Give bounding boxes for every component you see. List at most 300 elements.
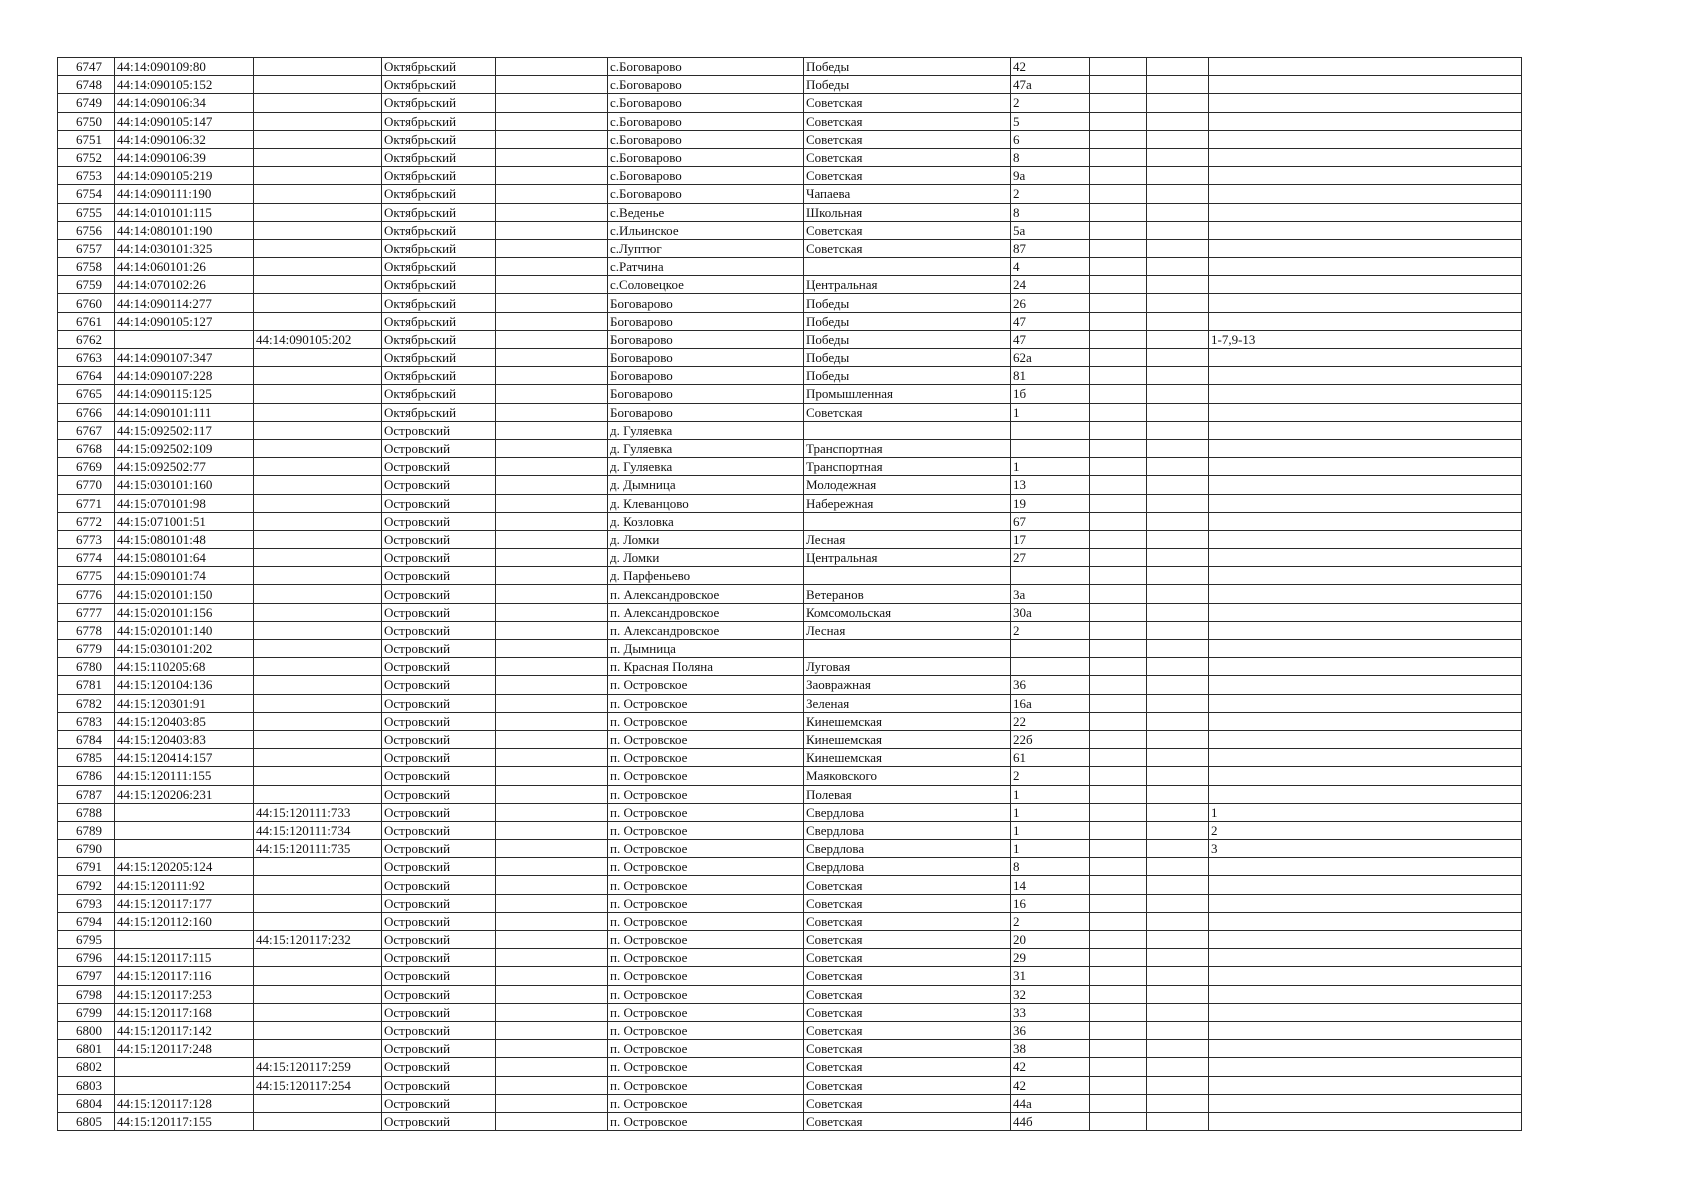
district-cell: Октябрьский [382, 330, 496, 348]
apartments-cell [1209, 530, 1522, 548]
district-cell: Октябрьский [382, 203, 496, 221]
street-cell: Свердлова [804, 803, 1011, 821]
house-number-cell [1011, 421, 1090, 439]
empty-cell [1090, 221, 1147, 239]
row-number-cell: 6792 [58, 876, 115, 894]
apartments-cell [1209, 1076, 1522, 1094]
empty-cell [1090, 258, 1147, 276]
house-number-cell: 1б [1011, 385, 1090, 403]
empty-cell [1090, 1076, 1147, 1094]
table-row [58, 94, 1522, 112]
empty-cell [1147, 185, 1209, 203]
cadastral-number-cell: 44:15:120111:92 [115, 876, 254, 894]
row-number-cell: 6769 [58, 458, 115, 476]
empty-cell [1090, 912, 1147, 930]
settlement-cell: п. Островское [608, 1112, 804, 1130]
empty-cell [1147, 112, 1209, 130]
building-cadastral-number-cell: 44:14:090105:202 [254, 330, 382, 348]
street-cell [804, 258, 1011, 276]
empty-cell [1090, 894, 1147, 912]
empty-cell [1090, 349, 1147, 367]
street-cell: Центральная [804, 276, 1011, 294]
table-row [58, 1003, 1522, 1021]
building-cadastral-number-cell [254, 1094, 382, 1112]
apartments-cell [1209, 167, 1522, 185]
settlement-cell: с.Ильинское [608, 221, 804, 239]
district-cell: Островский [382, 603, 496, 621]
cadastral-number-cell: 44:15:120117:142 [115, 1021, 254, 1039]
district-cell: Островский [382, 1003, 496, 1021]
row-number-cell: 6748 [58, 76, 115, 94]
building-cadastral-number-cell [254, 112, 382, 130]
district-cell: Октябрьский [382, 112, 496, 130]
house-number-cell: 1 [1011, 458, 1090, 476]
row-number-cell: 6760 [58, 294, 115, 312]
row-number-cell: 6784 [58, 730, 115, 748]
settlement-cell: п. Островское [608, 876, 804, 894]
house-number-cell: 42 [1011, 1076, 1090, 1094]
empty-cell [496, 1076, 608, 1094]
empty-cell [1147, 985, 1209, 1003]
street-cell: Зеленая [804, 694, 1011, 712]
cadastral-number-cell: 44:15:120117:248 [115, 1040, 254, 1058]
district-cell: Островский [382, 821, 496, 839]
cadastral-number-cell: 44:15:120414:157 [115, 749, 254, 767]
district-cell: Островский [382, 749, 496, 767]
row-number-cell: 6775 [58, 567, 115, 585]
empty-cell [496, 294, 608, 312]
table-row [58, 912, 1522, 930]
apartments-cell [1209, 549, 1522, 567]
row-number-cell: 6771 [58, 494, 115, 512]
street-cell: Победы [804, 294, 1011, 312]
apartments-cell [1209, 439, 1522, 457]
house-number-cell: 27 [1011, 549, 1090, 567]
apartments-cell [1209, 203, 1522, 221]
empty-cell [1147, 621, 1209, 639]
empty-cell [1147, 148, 1209, 166]
street-cell: Советская [804, 239, 1011, 257]
house-number-cell: 19 [1011, 494, 1090, 512]
empty-cell [496, 1040, 608, 1058]
apartments-cell [1209, 58, 1522, 76]
settlement-cell: д. Дымница [608, 476, 804, 494]
street-cell: Советская [804, 1003, 1011, 1021]
cadastral-number-cell: 44:14:090107:347 [115, 349, 254, 367]
street-cell: Комсомольская [804, 603, 1011, 621]
table-row [58, 967, 1522, 985]
street-cell: Чапаева [804, 185, 1011, 203]
empty-cell [1147, 549, 1209, 567]
apartments-cell [1209, 385, 1522, 403]
district-cell: Октябрьский [382, 349, 496, 367]
empty-cell [1147, 712, 1209, 730]
settlement-cell: с.Луптюг [608, 239, 804, 257]
district-cell: Островский [382, 567, 496, 585]
district-cell: Островский [382, 421, 496, 439]
apartments-cell [1209, 785, 1522, 803]
empty-cell [1090, 330, 1147, 348]
settlement-cell: д. Гуляевка [608, 421, 804, 439]
empty-cell [496, 1003, 608, 1021]
building-cadastral-number-cell [254, 912, 382, 930]
house-number-cell: 8 [1011, 858, 1090, 876]
settlement-cell: п. Островское [608, 967, 804, 985]
apartments-cell [1209, 767, 1522, 785]
apartments-cell [1209, 294, 1522, 312]
cadastral-number-cell: 44:14:090105:152 [115, 76, 254, 94]
street-cell: Свердлова [804, 840, 1011, 858]
street-cell: Победы [804, 349, 1011, 367]
cadastral-number-cell [115, 821, 254, 839]
apartments-cell [1209, 76, 1522, 94]
empty-cell [1147, 239, 1209, 257]
cadastral-number-cell [115, 330, 254, 348]
cadastral-number-cell: 44:14:090105:127 [115, 312, 254, 330]
house-number-cell: 16а [1011, 694, 1090, 712]
cadastral-number-cell: 44:14:090111:190 [115, 185, 254, 203]
empty-cell [1147, 803, 1209, 821]
building-cadastral-number-cell: 44:15:120111:733 [254, 803, 382, 821]
empty-cell [496, 876, 608, 894]
district-cell: Октябрьский [382, 385, 496, 403]
district-cell: Октябрьский [382, 167, 496, 185]
street-cell: Молодежная [804, 476, 1011, 494]
house-number-cell: 5 [1011, 112, 1090, 130]
table-row [58, 730, 1522, 748]
table-row [58, 603, 1522, 621]
table-row [58, 239, 1522, 257]
row-number-cell: 6799 [58, 1003, 115, 1021]
building-cadastral-number-cell [254, 585, 382, 603]
empty-cell [1147, 258, 1209, 276]
row-number-cell: 6796 [58, 949, 115, 967]
empty-cell [1147, 421, 1209, 439]
empty-cell [496, 239, 608, 257]
settlement-cell: п. Островское [608, 840, 804, 858]
district-cell: Октябрьский [382, 94, 496, 112]
cadastral-number-cell: 44:15:110205:68 [115, 658, 254, 676]
empty-cell [1147, 1058, 1209, 1076]
empty-cell [496, 949, 608, 967]
row-number-cell: 6766 [58, 403, 115, 421]
settlement-cell: п. Александровское [608, 603, 804, 621]
empty-cell [496, 367, 608, 385]
settlement-cell: д. Гуляевка [608, 439, 804, 457]
empty-cell [1147, 967, 1209, 985]
row-number-cell: 6802 [58, 1058, 115, 1076]
empty-cell [1090, 276, 1147, 294]
house-number-cell: 67 [1011, 512, 1090, 530]
house-number-cell: 8 [1011, 203, 1090, 221]
empty-cell [496, 258, 608, 276]
empty-cell [1090, 858, 1147, 876]
apartments-cell [1209, 621, 1522, 639]
building-cadastral-number-cell [254, 985, 382, 1003]
empty-cell [496, 894, 608, 912]
table-row [58, 185, 1522, 203]
apartments-cell [1209, 94, 1522, 112]
apartments-cell [1209, 567, 1522, 585]
building-cadastral-number-cell [254, 530, 382, 548]
table-row [58, 840, 1522, 858]
house-number-cell: 8 [1011, 148, 1090, 166]
table-row [58, 712, 1522, 730]
empty-cell [496, 458, 608, 476]
table-row [58, 512, 1522, 530]
empty-cell [496, 476, 608, 494]
apartments-cell [1209, 1112, 1522, 1130]
street-cell: Кинешемская [804, 730, 1011, 748]
house-number-cell: 62а [1011, 349, 1090, 367]
empty-cell [1147, 439, 1209, 457]
district-cell: Октябрьский [382, 58, 496, 76]
cadastral-number-cell: 44:15:120403:83 [115, 730, 254, 748]
table-row [58, 421, 1522, 439]
row-number-cell: 6759 [58, 276, 115, 294]
empty-cell [496, 840, 608, 858]
building-cadastral-number-cell [254, 749, 382, 767]
empty-cell [496, 730, 608, 748]
empty-cell [1147, 676, 1209, 694]
cadastral-number-cell: 44:15:070101:98 [115, 494, 254, 512]
empty-cell [1090, 621, 1147, 639]
settlement-cell: с.Боговарово [608, 167, 804, 185]
row-number-cell: 6768 [58, 439, 115, 457]
district-cell: Островский [382, 967, 496, 985]
district-cell: Островский [382, 530, 496, 548]
street-cell: Советская [804, 931, 1011, 949]
street-cell: Ветеранов [804, 585, 1011, 603]
building-cadastral-number-cell [254, 512, 382, 530]
table-row [58, 148, 1522, 166]
row-number-cell: 6790 [58, 840, 115, 858]
empty-cell [1147, 349, 1209, 367]
row-number-cell: 6801 [58, 1040, 115, 1058]
empty-cell [496, 931, 608, 949]
empty-cell [1090, 203, 1147, 221]
empty-cell [1147, 203, 1209, 221]
building-cadastral-number-cell [254, 858, 382, 876]
house-number-cell: 44а [1011, 1094, 1090, 1112]
building-cadastral-number-cell [254, 439, 382, 457]
empty-cell [1147, 1076, 1209, 1094]
table-row [58, 58, 1522, 76]
building-cadastral-number-cell [254, 76, 382, 94]
table-row [58, 258, 1522, 276]
cadastral-number-cell: 44:14:090106:34 [115, 94, 254, 112]
building-cadastral-number-cell [254, 403, 382, 421]
cadastral-number-cell: 44:15:120117:155 [115, 1112, 254, 1130]
settlement-cell: д. Парфеньево [608, 567, 804, 585]
empty-cell [1147, 840, 1209, 858]
house-number-cell: 9а [1011, 167, 1090, 185]
house-number-cell: 47а [1011, 76, 1090, 94]
cadastral-number-cell: 44:15:080101:48 [115, 530, 254, 548]
district-cell: Октябрьский [382, 258, 496, 276]
cadastral-number-cell: 44:15:080101:64 [115, 549, 254, 567]
building-cadastral-number-cell [254, 221, 382, 239]
settlement-cell: Боговарово [608, 349, 804, 367]
empty-cell [1090, 1058, 1147, 1076]
empty-cell [1090, 585, 1147, 603]
table-row [58, 767, 1522, 785]
row-number-cell: 6750 [58, 112, 115, 130]
cadastral-number-cell: 44:15:120117:177 [115, 894, 254, 912]
district-cell: Островский [382, 1058, 496, 1076]
table-row [58, 567, 1522, 585]
empty-cell [496, 1058, 608, 1076]
table-row [58, 494, 1522, 512]
district-cell: Островский [382, 931, 496, 949]
cadastral-number-cell: 44:15:120111:155 [115, 767, 254, 785]
empty-cell [1147, 367, 1209, 385]
building-cadastral-number-cell [254, 658, 382, 676]
settlement-cell: п. Островское [608, 767, 804, 785]
street-cell [804, 567, 1011, 585]
house-number-cell: 33 [1011, 1003, 1090, 1021]
settlement-cell: с.Боговарово [608, 76, 804, 94]
settlement-cell: с.Боговарово [608, 112, 804, 130]
apartments-cell [1209, 367, 1522, 385]
settlement-cell: п. Островское [608, 785, 804, 803]
empty-cell [1147, 1021, 1209, 1039]
apartments-cell [1209, 494, 1522, 512]
house-number-cell: 29 [1011, 949, 1090, 967]
building-cadastral-number-cell [254, 203, 382, 221]
empty-cell [1147, 767, 1209, 785]
house-number-cell: 17 [1011, 530, 1090, 548]
empty-cell [1090, 148, 1147, 166]
row-number-cell: 6755 [58, 203, 115, 221]
settlement-cell: с.Боговарово [608, 58, 804, 76]
cadastral-number-cell [115, 1058, 254, 1076]
street-cell: Свердлова [804, 821, 1011, 839]
house-number-cell [1011, 658, 1090, 676]
settlement-cell: Боговарово [608, 403, 804, 421]
table-row [58, 76, 1522, 94]
empty-cell [496, 803, 608, 821]
empty-cell [1147, 1003, 1209, 1021]
district-cell: Островский [382, 658, 496, 676]
settlement-cell: д. Ломки [608, 530, 804, 548]
empty-cell [496, 676, 608, 694]
street-cell: Советская [804, 403, 1011, 421]
house-number-cell: 16 [1011, 894, 1090, 912]
row-number-cell: 6764 [58, 367, 115, 385]
empty-cell [496, 530, 608, 548]
apartments-cell [1209, 148, 1522, 166]
row-number-cell: 6762 [58, 330, 115, 348]
empty-cell [1147, 567, 1209, 585]
district-cell: Островский [382, 640, 496, 658]
apartments-cell [1209, 1021, 1522, 1039]
cadastral-number-cell [115, 803, 254, 821]
settlement-cell: п. Островское [608, 730, 804, 748]
district-cell: Островский [382, 1094, 496, 1112]
cadastral-number-cell: 44:14:090105:219 [115, 167, 254, 185]
district-cell: Островский [382, 985, 496, 1003]
empty-cell [496, 403, 608, 421]
cadastral-number-cell [115, 1076, 254, 1094]
building-cadastral-number-cell [254, 730, 382, 748]
building-cadastral-number-cell [254, 949, 382, 967]
house-number-cell: 36 [1011, 1021, 1090, 1039]
empty-cell [1147, 458, 1209, 476]
house-number-cell: 42 [1011, 1058, 1090, 1076]
settlement-cell: п. Островское [608, 749, 804, 767]
cadastral-number-cell: 44:15:120205:124 [115, 858, 254, 876]
house-number-cell: 14 [1011, 876, 1090, 894]
cadastral-number-cell: 44:14:090115:125 [115, 385, 254, 403]
apartments-cell [1209, 658, 1522, 676]
district-cell: Октябрьский [382, 294, 496, 312]
row-number-cell: 6793 [58, 894, 115, 912]
district-cell: Островский [382, 549, 496, 567]
cadastral-number-cell: 44:15:030101:160 [115, 476, 254, 494]
empty-cell [1147, 385, 1209, 403]
empty-cell [496, 821, 608, 839]
building-cadastral-number-cell [254, 1112, 382, 1130]
settlement-cell: с.Боговарово [608, 148, 804, 166]
empty-cell [1090, 931, 1147, 949]
street-cell: Заовражная [804, 676, 1011, 694]
settlement-cell: п. Островское [608, 803, 804, 821]
apartments-cell [1209, 858, 1522, 876]
table-row [58, 931, 1522, 949]
settlement-cell: с.Боговарово [608, 130, 804, 148]
empty-cell [1090, 367, 1147, 385]
building-cadastral-number-cell: 44:15:120117:232 [254, 931, 382, 949]
empty-cell [1147, 931, 1209, 949]
street-cell: Советская [804, 949, 1011, 967]
settlement-cell: п. Островское [608, 1021, 804, 1039]
row-number-cell: 6753 [58, 167, 115, 185]
street-cell: Набережная [804, 494, 1011, 512]
row-number-cell: 6779 [58, 640, 115, 658]
house-number-cell: 30а [1011, 603, 1090, 621]
district-cell: Островский [382, 712, 496, 730]
settlement-cell: с.Ратчина [608, 258, 804, 276]
street-cell: Победы [804, 58, 1011, 76]
empty-cell [496, 712, 608, 730]
empty-cell [1147, 276, 1209, 294]
empty-cell [1090, 76, 1147, 94]
empty-cell [1090, 1112, 1147, 1130]
settlement-cell: д. Ломки [608, 549, 804, 567]
table-row [58, 1040, 1522, 1058]
street-cell: Свердлова [804, 858, 1011, 876]
building-cadastral-number-cell [254, 767, 382, 785]
empty-cell [496, 221, 608, 239]
empty-cell [1090, 676, 1147, 694]
building-cadastral-number-cell: 44:15:120111:735 [254, 840, 382, 858]
settlement-cell: п. Островское [608, 894, 804, 912]
empty-cell [496, 967, 608, 985]
empty-cell [1090, 803, 1147, 821]
empty-cell [496, 312, 608, 330]
empty-cell [496, 985, 608, 1003]
apartments-cell [1209, 403, 1522, 421]
empty-cell [496, 1112, 608, 1130]
table-row [58, 894, 1522, 912]
row-number-cell: 6770 [58, 476, 115, 494]
empty-cell [1147, 76, 1209, 94]
cadastral-number-cell: 44:15:090101:74 [115, 567, 254, 585]
apartments-cell [1209, 730, 1522, 748]
empty-cell [1147, 494, 1209, 512]
street-cell: Советская [804, 221, 1011, 239]
